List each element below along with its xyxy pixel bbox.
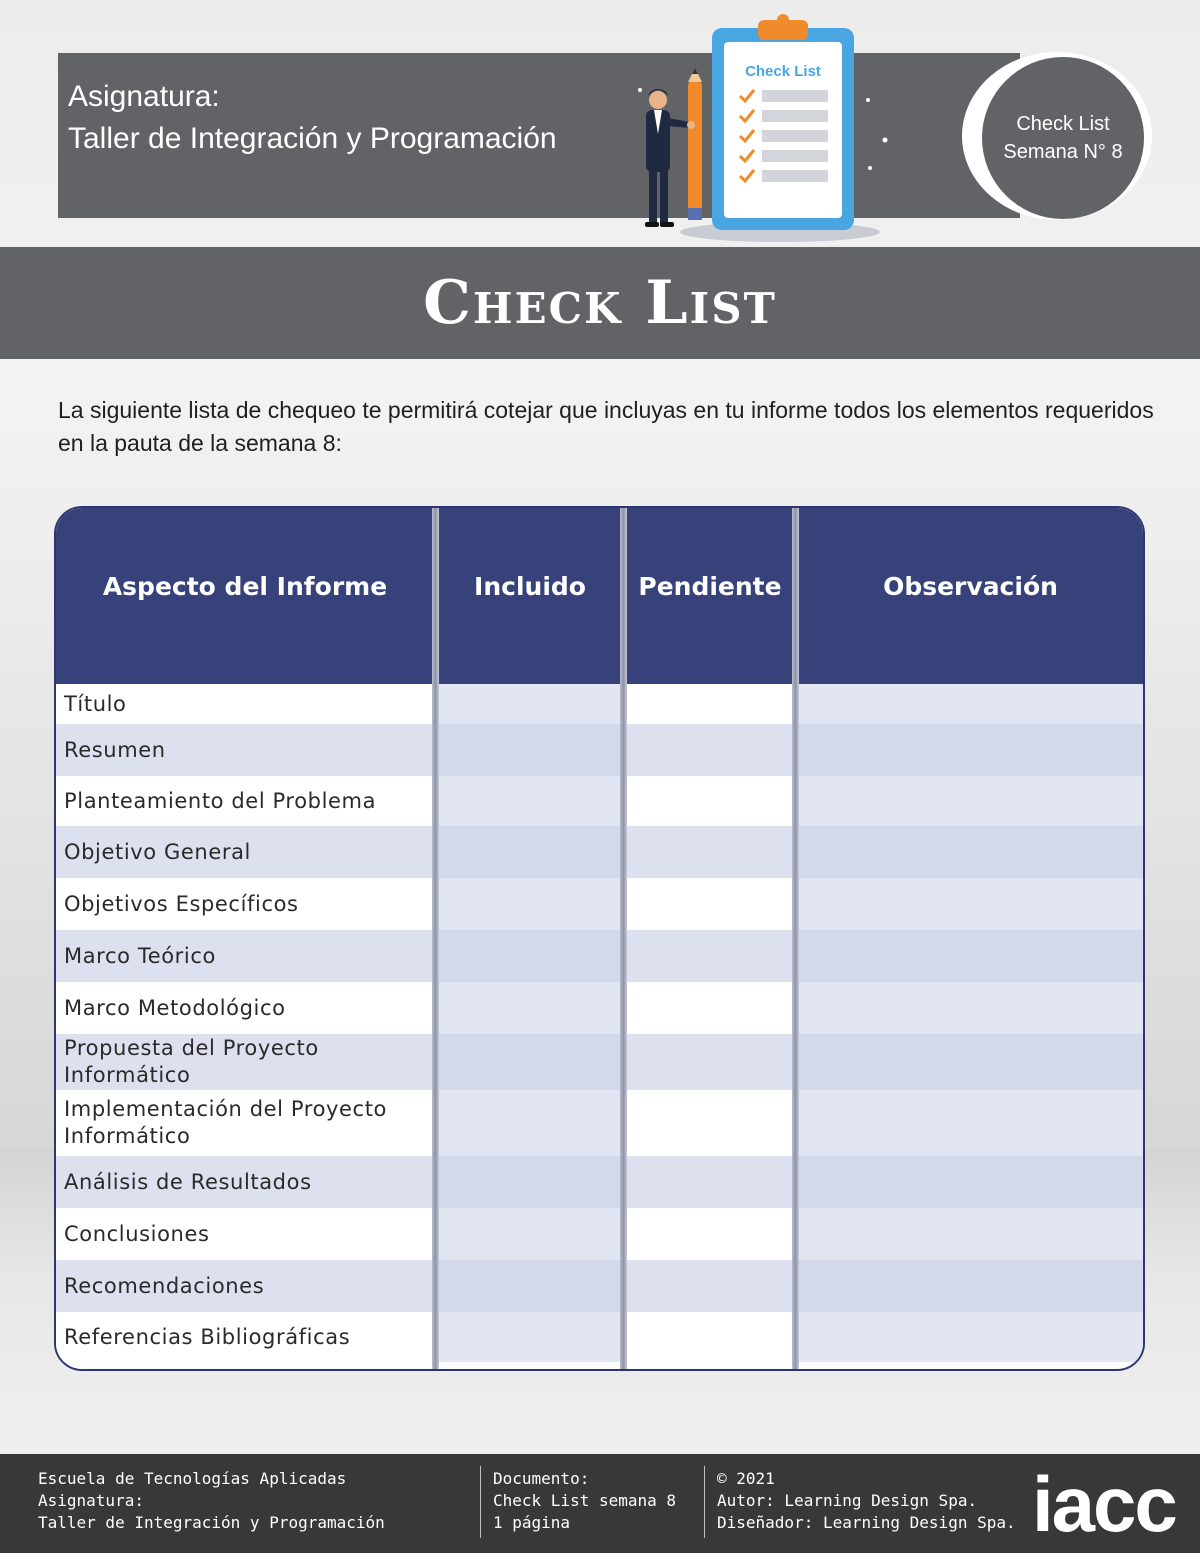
pendiente-cell[interactable] [624, 1312, 796, 1362]
intro-text: La siguiente lista de chequeo te permitirá cotejar que incluyas en tu informe todos los elementos requeridos en la pauta de la semana 8: [58, 397, 1154, 456]
observacion-cell[interactable] [796, 826, 1145, 878]
footer-line: © 2021 [717, 1469, 775, 1488]
incluido-cell[interactable] [436, 724, 624, 776]
footer-separator [480, 1466, 481, 1538]
aspect-cell: Conclusiones [64, 1221, 210, 1246]
footer-author-info [717, 1468, 1016, 1534]
subject-label: Asignatura: [68, 80, 220, 113]
incluido-cell[interactable] [436, 1156, 624, 1208]
incluido-cell[interactable] [436, 878, 624, 930]
incluido-cell[interactable] [436, 982, 624, 1034]
aspect-cell: Título [64, 691, 127, 716]
pendiente-cell[interactable] [624, 982, 796, 1034]
footer-line: Asignatura: [38, 1491, 144, 1510]
checklist-table [54, 506, 1145, 1371]
person-figure [645, 89, 695, 227]
observacion-cell[interactable] [796, 1208, 1145, 1260]
aspect-cell: Objetivos Específicos [64, 891, 299, 916]
week-badge [982, 57, 1144, 219]
footer-line: 1 página [493, 1513, 571, 1532]
column-header-aspecto: Aspecto del Informe [102, 571, 388, 601]
incluido-cell[interactable] [436, 1312, 624, 1362]
incluido-cell[interactable] [436, 826, 624, 878]
badge-line-2: Semana N° 8 [1003, 141, 1123, 163]
observacion-cell[interactable] [796, 1156, 1145, 1208]
observacion-cell[interactable] [796, 1090, 1145, 1156]
column-header-incluido: Incluido [474, 571, 586, 601]
table-row [56, 724, 1143, 776]
pendiente-cell[interactable] [624, 878, 796, 930]
iacc-logo: iacc [1032, 1460, 1176, 1548]
observacion-cell[interactable] [796, 684, 1145, 724]
incluido-cell[interactable] [436, 930, 624, 982]
aspect-cell: Objetivo General [64, 839, 251, 864]
page-title: Check List [423, 268, 777, 338]
footer-line: Check List semana 8 [493, 1491, 677, 1510]
footer-line: Taller de Integración y Programación [38, 1513, 385, 1532]
pendiente-cell[interactable] [624, 930, 796, 982]
subject-name: Taller de Integración y Programación [68, 122, 557, 155]
observacion-cell[interactable] [796, 878, 1145, 930]
aspect-cell: Marco Metodológico [64, 995, 286, 1020]
table-row [56, 1312, 1143, 1362]
aspect-cell: Referencias Bibliográficas [64, 1324, 351, 1349]
pendiente-cell[interactable] [624, 684, 796, 724]
pendiente-cell[interactable] [624, 776, 796, 826]
footer-line: Autor: Learning Design Spa. [717, 1491, 978, 1510]
table-row [56, 878, 1143, 930]
table-header [56, 508, 1143, 684]
table-row [56, 982, 1143, 1034]
table-row [56, 1090, 1143, 1156]
footer-line: Diseñador: Learning Design Spa. [717, 1513, 1016, 1532]
table-row [56, 1208, 1143, 1260]
incluido-cell[interactable] [436, 1034, 624, 1090]
incluido-cell[interactable] [436, 1260, 624, 1312]
pendiente-cell[interactable] [624, 1260, 796, 1312]
badge-line-1: Check List [1016, 113, 1110, 135]
footer-separator [704, 1466, 705, 1538]
aspect-cell: Planteamiento del Problema [64, 788, 377, 813]
table-row [56, 1034, 1143, 1090]
table-row [56, 684, 1143, 724]
observacion-cell[interactable] [796, 930, 1145, 982]
column-divider [432, 508, 439, 1369]
footer [0, 1454, 1200, 1553]
pendiente-cell[interactable] [624, 1156, 796, 1208]
observacion-cell[interactable] [796, 776, 1145, 826]
observacion-cell[interactable] [796, 724, 1145, 776]
incluido-cell[interactable] [436, 776, 624, 826]
aspect-cell: Resumen [64, 737, 166, 762]
column-header-observacion: Observación [883, 571, 1058, 601]
table-row [56, 776, 1143, 826]
aspect-cell: Análisis de Resultados [64, 1169, 312, 1194]
clipboard-label: Check List [745, 63, 821, 80]
incluido-cell[interactable] [436, 684, 624, 724]
column-divider [792, 508, 799, 1369]
observacion-cell[interactable] [796, 982, 1145, 1034]
column-divider [620, 508, 627, 1369]
title-band [0, 247, 1200, 359]
pencil-icon [688, 68, 702, 220]
table-row [56, 1260, 1143, 1312]
aspect-cell: Recomendaciones [64, 1273, 265, 1298]
table-row [56, 930, 1143, 982]
aspect-cell: Propuesta del Proyecto Informático [64, 1036, 319, 1087]
incluido-cell[interactable] [436, 1208, 624, 1260]
pendiente-cell[interactable] [624, 1034, 796, 1090]
observacion-cell[interactable] [796, 1312, 1145, 1362]
observacion-cell[interactable] [796, 1260, 1145, 1312]
pendiente-cell[interactable] [624, 826, 796, 878]
table-row [56, 826, 1143, 878]
pendiente-cell[interactable] [624, 1090, 796, 1156]
aspect-cell: Marco Teórico [64, 943, 216, 968]
footer-line: Escuela de Tecnologías Aplicadas [38, 1469, 347, 1488]
aspect-cell: Implementación del Proyecto Informático [64, 1097, 387, 1148]
footer-school-info [38, 1468, 385, 1534]
footer-document-info [493, 1468, 676, 1534]
checklist-illustration [620, 10, 890, 245]
observacion-cell[interactable] [796, 1034, 1145, 1090]
footer-line: Documento: [493, 1469, 590, 1488]
table-row [56, 1156, 1143, 1208]
table-body [56, 684, 1143, 1362]
pendiente-cell[interactable] [624, 724, 796, 776]
column-header-pendiente: Pendiente [638, 571, 782, 601]
clipboard-icon [712, 14, 854, 230]
pendiente-cell[interactable] [624, 1208, 796, 1260]
incluido-cell[interactable] [436, 1090, 624, 1156]
